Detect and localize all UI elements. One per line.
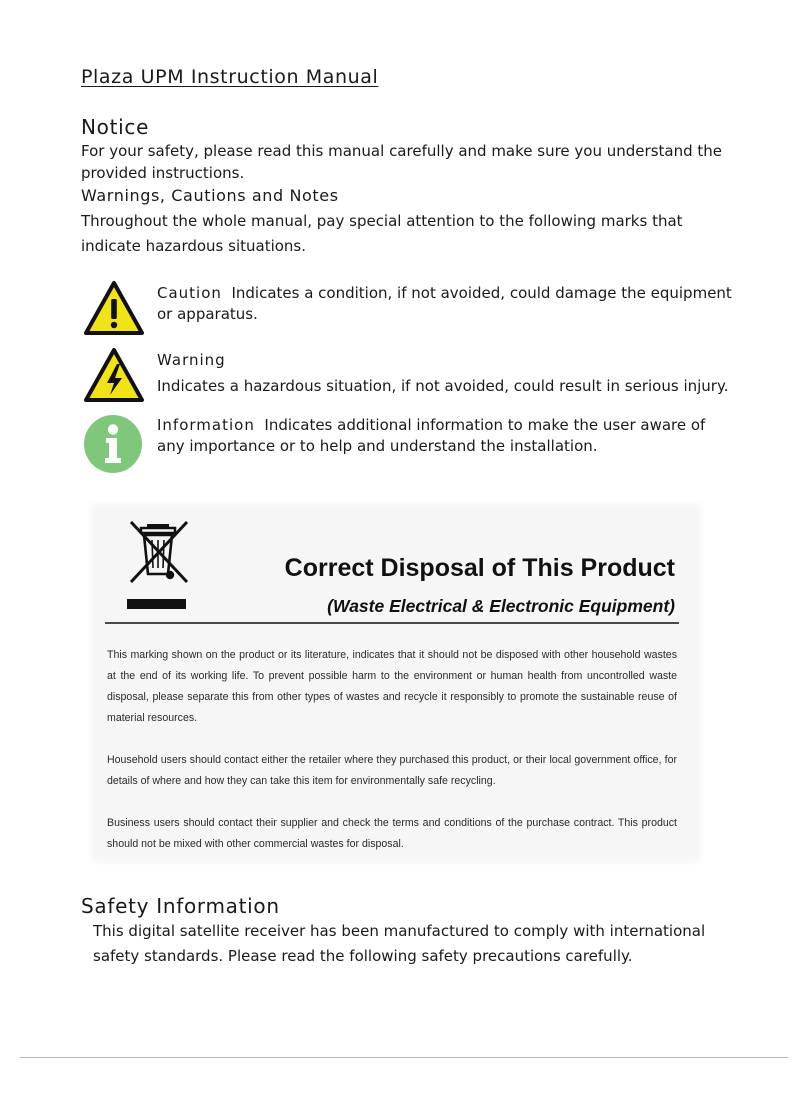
caution-icon [83, 280, 145, 336]
electric-hazard-icon [83, 347, 145, 403]
disposal-title: Correct Disposal of This Product [284, 554, 675, 582]
information-label: Information [157, 416, 255, 434]
weee-disposal-notice [95, 508, 697, 858]
information-icon [83, 414, 143, 474]
warnings-text: Throughout the whole manual, pay special attention to the following marks that indicate hazardous situations. [81, 212, 683, 255]
disposal-paragraph: This marking shown on the product or its literature, indicates that it should not be disposed with other household wastes at the end of its working life. To prevent possible harm to the environment or human health from uncontrolled waste disposal, please separate this from other types of wastes and recycle it responsibly to promote the sustainable reuse of material resources. [107, 649, 677, 724]
caution-label: Caution [157, 284, 222, 302]
information-text: Indicates additional information to make the user aware of any importance or to help and understand the installation. [157, 416, 706, 455]
warning-label: Warning [157, 351, 226, 369]
caution-row [157, 283, 737, 325]
caution-text: Indicates a condition, if not avoided, could damage the equipment or apparatus. [157, 284, 732, 323]
weee-bar [127, 599, 186, 609]
safety-heading: Safety Information [81, 894, 280, 918]
warnings-heading: Warnings, Cautions and Notes [81, 186, 339, 205]
crossed-out-bin-icon [125, 516, 195, 588]
disposal-paragraph: Household users should contact either the retailer where they purchased this product, or their local government office, for details of where and how they can take this item for environmentally safe recycling. [107, 754, 677, 787]
notice-text: For your safety, please read this manual carefully and make sure you understand the provided instructions. [81, 142, 722, 182]
notice-heading: Notice [81, 115, 150, 139]
disposal-paragraph: Business users should contact their supplier and check the terms and conditions of the purchase contract. This product should not be mixed with other commercial wastes for disposal. [107, 817, 677, 850]
safety-text: This digital satellite receiver has been manufactured to comply with international safety standards. Please read the following safety precautions carefully. [93, 922, 706, 965]
footer-divider [20, 1057, 788, 1058]
warning-text: Indicates a hazardous situation, if not avoided, could result in serious injury. [157, 377, 729, 395]
disposal-subtitle: (Waste Electrical & Electronic Equipment) [327, 596, 675, 616]
page-title: Plaza UPM Instruction Manual [81, 66, 379, 88]
divider [105, 622, 679, 624]
information-row [157, 415, 717, 457]
